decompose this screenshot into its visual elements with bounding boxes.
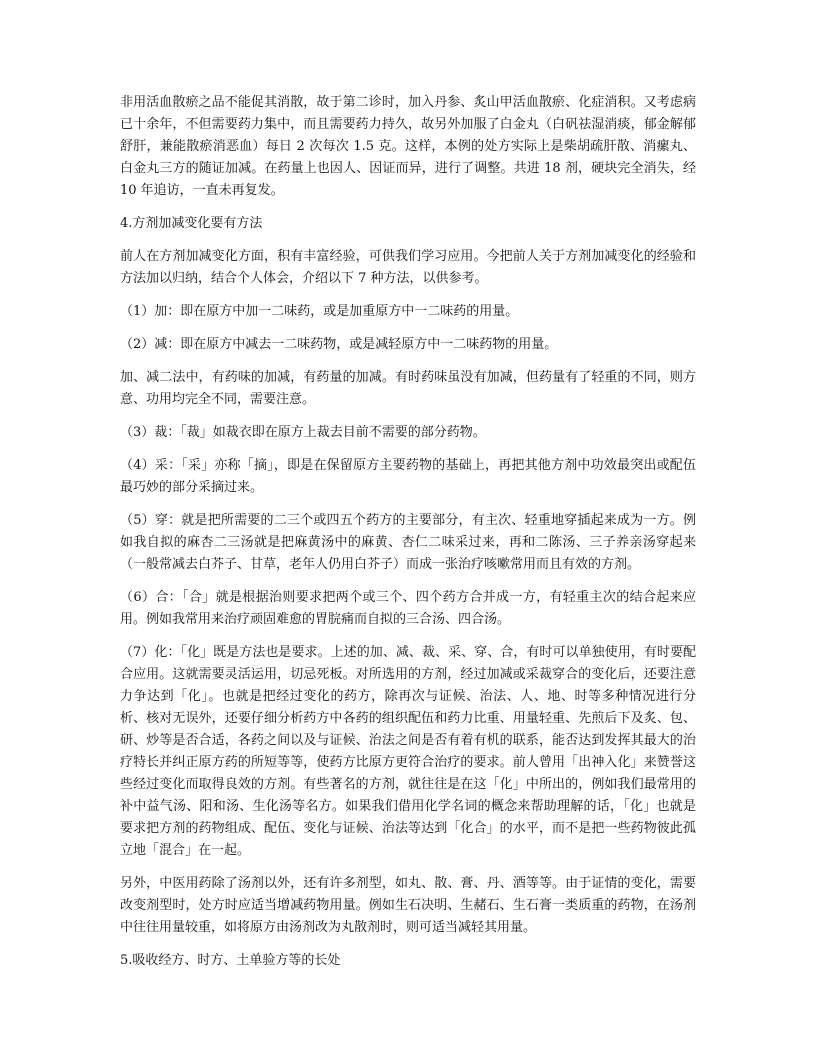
paragraph-continuation: 非用活血散瘀之品不能促其消散，故于第二诊时，加入丹参、炙山甲活血散瘀、化症消积。又考虑病已十余年，不但需要药力集中，而且需要药力持久，故另外加服了白金丸（白矾祛湿消痰，郁金解郁舒肝，兼能散瘀消恶血）每日 2 次每次 1.5 克。这样，本例的处方实际上是柴胡疏肝散、消瘰丸、白金丸三方的随证加减。在药量上也因人、因证而异，进行了调整。共进 18 剂，硬块完全消失，经 10 年追访，一直未再复发。 <box>120 95 696 198</box>
paragraph-method-reduce: （2）减：即在原方中减去一二味药物，或是减轻原方中一二味药物的用量。 <box>120 337 558 352</box>
document-page <box>120 92 696 983</box>
paragraph-method-combine: （6）合：「合」就是根据治则要求把两个或三个、四个药方合并成一方，有轻重主次的结合起来应用。例如我常用来治疗顽固难愈的胃脘痛而自拟的三合汤、四合汤。 <box>120 590 696 627</box>
paragraph-method-thread: （5）穿：就是把所需要的二三个或四五个药方的主要部分，有主次、轻重地穿插起来成为一方。例如我自拟的麻杏二三汤就是把麻黄汤中的麻黄、杏仁二味采过来，再和二陈汤、三子养亲汤穿起来（一般常减去白芥子、甘草，老年人仍用白芥子）而成一张治疗咳嗽常用而且有效的方剂。 <box>120 513 696 572</box>
paragraph-method-cut: （3）裁：「裁」如裁衣即在原方上裁去目前不需要的部分药物。 <box>120 425 486 440</box>
paragraph-method-pick: （4）采：「采」亦称「摘」，即是在保留原方主要药物的基础上，再把其他方剂中功效最突出或配伍最巧妙的部分采摘过来。 <box>120 458 696 495</box>
paragraph-dosage-forms: 另外，中医用药除了汤剂以外，还有许多剂型，如丸、散、膏、丹、酒等等。由于证情的变化，需要改变剂型时，处方时应适当增减药物用量。例如生石决明、生赭石、生石膏一类质重的药物，在汤剂中往往用量较重，如将原方由汤剂改为丸散剂时，则可适当减轻其用量。 <box>120 876 696 935</box>
section-heading-5: 5.吸收经方、时方、土单验方等的长处 <box>120 953 341 968</box>
paragraph-method-transform: （7）化：「化」既是方法也是要求。上述的加、减、裁、采、穿、合，有时可以单独使用，有时要配合应用。这就需要灵活运用，切忌死板。对所选用的方剂，经过加减或采裁穿合的变化后，还要注意力争达到「化」。也就是把经过变化的药方，除再次与证候、治法、人、地、时等多种情况进行分析、核对无误外，还要仔细分析药方中各药的组织配伍和药力比重、用量轻重、先煎后下及炙、包、研、炒等是否合适，各药之间以及与证候、治法之间是否有着有机的联系，能否达到发挥其最大的治疗特长并纠正原方药的所短等等，使药方比原方更符合治疗的要求。前人曾用「出神入化」来赞誉这些经过变化而取得良效的方剂。有些著名的方剂，就往往是在这「化」中所出的，例如我们最常用的补中益气汤、阳和汤、生化汤等名方。如果我们借用化学名词的概念来帮助理解的话，「化」也就是要求把方剂的药物组成、配伍、变化与证候、治法等达到「化合」的水平，而不是把一些药物彼此孤立地「混合」在一起。 <box>120 645 696 858</box>
paragraph-add-reduce-note: 加、减二法中，有药味的加减，有药量的加减。有时药味虽没有加减，但药量有了轻重的不同，则方意、功用均完全不同，需要注意。 <box>120 370 696 407</box>
section-heading-4: 4.方剂加减变化要有方法 <box>120 216 263 231</box>
paragraph-intro: 前人在方剂加减变化方面，积有丰富经验，可供我们学习应用。今把前人关于方剂加减变化的经验和方法加以归纳，结合个人体会，介绍以下 7 种方法，以供参考。 <box>120 249 696 286</box>
paragraph-method-add: （1）加：即在原方中加一二味药，或是加重原方中一二味药的用量。 <box>120 304 519 319</box>
